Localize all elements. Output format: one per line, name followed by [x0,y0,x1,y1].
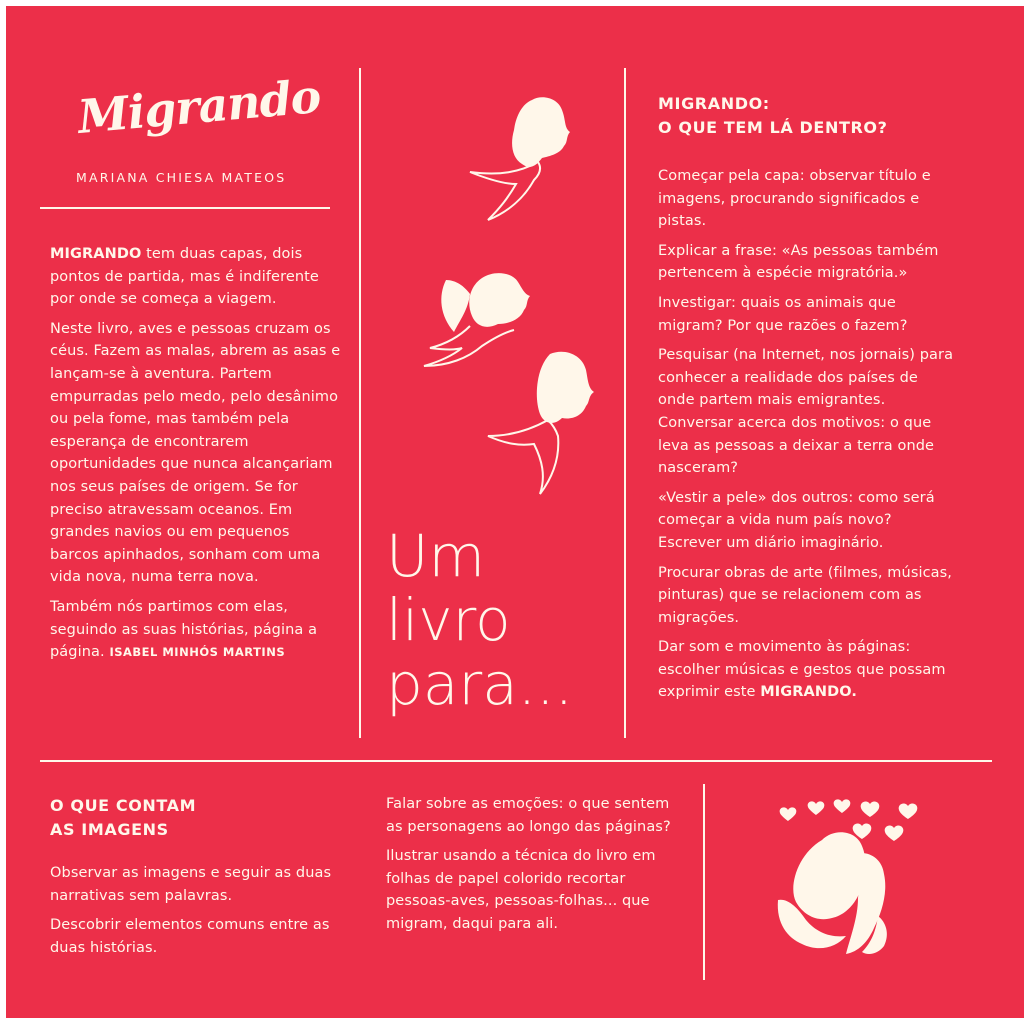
intro-text [50,243,342,671]
section-title-imagens [50,794,196,842]
activities-list [658,165,954,711]
intro-paragraph-1-text: tem duas capas, dois pontos de partida, mas é indiferente por onde se começa a viagem. [50,246,319,308]
title-line-um: Um [386,522,485,590]
intro-paragraph-3 [50,596,342,664]
activity-7-bold: MIGRANDO. [760,684,857,701]
activity-3: Investigar: quais os animais que migram? Por que razões o fazem? [658,294,908,334]
title-line-para: para... [386,650,574,718]
title-line-livro: livro [386,586,511,654]
section-title-imagens-line-1: O QUE CONTAM [50,796,197,815]
header-divider [40,207,330,209]
divider-bottom [703,784,705,980]
section-title-o-que-tem [658,92,887,140]
hug-hearts-illustration-icon [758,788,936,964]
imagens-text [50,862,340,966]
logo-migrando: Migrando [75,68,323,144]
bird-person-illustration-icon [390,80,614,520]
migrando-bold: MIGRANDO [50,246,142,262]
emocoes-paragraph-2: Ilustrar usando a técnica do livro em folhas de papel colorido recortar pessoas-aves, pessoas-folhas... que migram, daqui para ali. [386,848,656,932]
activity-4: Pesquisar (na Internet, nos jornais) para conhecer a realidade dos países de onde partem mais emigrantes. Conversar acerca dos motivos: o que leva as pessoas a deixar a terra onde nasceram? [658,347,954,477]
activity-7 [658,636,954,704]
intro-paragraph-2: Neste livro, aves e pessoas cruzam os céus. Fazem as malas, abrem as asas e lançam-se à aventura. Partem empurradas pelo medo, pelo desânimo ou pela fome, mas também pela esperança de encontrarem oportunidades que nunca alcançariam nos seus países de origem. Se for preciso atravessam oceanos. Em grandes navios ou em pequenos barcos apinhados, sonham com uma vida nova, numa terra nova. [50,320,341,586]
activity-6: Procurar obras de arte (filmes, músicas, pinturas) que se relacionem com as migrações. [658,564,953,626]
intro-paragraph-1 [50,243,342,311]
imagens-paragraph-2: Descobrir elementos comuns entre as duas histórias. [50,917,330,956]
activity-5: «Vestir a pele» dos outros: como será começar a vida num país novo? Escrever um diário imaginário. [658,489,935,551]
imagens-paragraph-1: Observar as imagens e seguir as duas narrativas sem palavras. [50,865,332,904]
section-title-line-1: MIGRANDO: [658,94,770,113]
um-livro-para-title [386,524,573,716]
emocoes-text [386,793,682,943]
activity-2: Explicar a frase: «As pessoas também pertencem à espécie migratória.» [658,242,939,282]
author-name: MARIANA CHIESA MATEOS [76,170,287,185]
section-divider [40,760,992,762]
divider-right [624,68,626,738]
signature: ISABEL MINHÓS MARTINS [109,645,286,660]
divider-left [359,68,361,738]
activity-7-text: Dar som e movimento às páginas: escolher músicas e gestos que possam exprimir este [658,639,946,701]
activity-1: Começar pela capa: observar título e imagens, procurando significados e pistas. [658,168,931,230]
emocoes-paragraph-1: Falar sobre as emoções: o que sentem as personagens ao longo das páginas? [386,796,671,835]
section-title-line-2: O QUE TEM LÁ DENTRO? [658,118,888,137]
page [6,6,1024,1018]
section-title-imagens-line-2: AS IMAGENS [50,820,169,839]
intro-paragraph-3-text: Também nós partimos com elas, seguindo as suas histórias, página a página. [50,598,318,661]
